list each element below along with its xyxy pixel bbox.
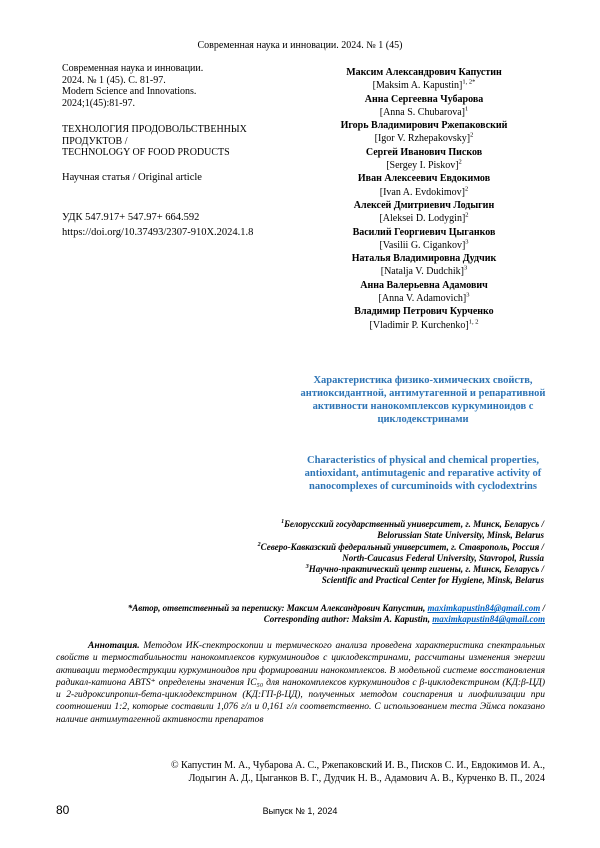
author-affiliation-sup: 1, 2*	[462, 78, 476, 86]
affiliation-number: 3	[305, 564, 309, 571]
correspondence	[56, 603, 545, 626]
journal-info	[62, 63, 203, 109]
author-affiliation-sup: 2	[465, 211, 469, 219]
author-name-en	[318, 79, 530, 92]
affiliations	[124, 519, 544, 587]
affiliation-en: Scientific and Practical Center for Hygiene, Minsk, Belarus	[321, 575, 544, 586]
issue-footer: Выпуск № 1, 2024	[262, 806, 338, 816]
author-latin: [Vasilii G. Cigankov]	[379, 239, 466, 251]
author-name-ru: Владимир Петрович Курченко	[354, 306, 494, 318]
author-latin: [Maksim A. Kapustin]	[372, 80, 463, 92]
author-affiliation-sup: 3	[466, 291, 470, 299]
author-name-en	[318, 292, 530, 305]
author-name-en	[318, 106, 530, 119]
author-name-ru: Анна Сергеевна Чубарова	[364, 93, 484, 105]
journal-info-line: Современная наука и инновации.	[62, 63, 204, 74]
running-header: Современная наука и инновации. 2024. № 1 (45)	[197, 40, 403, 51]
author-name-ru: Игорь Владимирович Ржепаковский	[340, 120, 508, 132]
title-russian: Характеристика физико-химических свойств, антиоксидантной, антимутагенной и репаративной активности нанокомплексов куркуминоидов с циклодекстринами	[300, 375, 546, 425]
journal-info-line: 2024;1(45):81-97.	[62, 97, 136, 109]
affiliation-en: Belorussian State University, Minsk, Belarus	[377, 530, 544, 541]
author-name-ru: Сергей Иванович Писков	[365, 146, 483, 158]
author-affiliation-sup: 2	[465, 185, 469, 193]
author-affiliation-sup: 2	[470, 132, 474, 140]
corr-en: Corresponding author: Maksim A. Kapustin,	[263, 614, 433, 625]
abstract-label: Аннотация.	[88, 641, 140, 651]
author-name-en	[318, 265, 530, 278]
title-english: Characteristics of physical and chemical properties, antioxidant, antimutagenic and reparative activity of nanocomplexes of curcuminoids with cyclodextrins	[304, 455, 542, 492]
doi-link[interactable]: https://doi.org/10.37493/2307-910X.2024.1.8	[62, 227, 254, 238]
section-line: ПРОДУКТОВ /	[62, 135, 128, 147]
affiliation-number: 1	[281, 519, 285, 525]
author-name-en	[318, 186, 530, 199]
author-name-en	[318, 132, 530, 145]
journal-info-line: Modern Science and Innovations.	[62, 86, 197, 97]
author-name-ru: Алексей Дмитриевич Лодыгин	[353, 199, 495, 211]
author-affiliation-sup: 1	[465, 105, 469, 113]
author-latin: [Ivan A. Evdokimov]	[379, 186, 465, 198]
author-list	[318, 66, 530, 332]
corr-ru: *Автор, ответственный за переписку: Максим Александрович Капустин,	[127, 603, 428, 613]
author-affiliation-sup: 1, 2	[468, 318, 479, 326]
abstract-text: Методом ИК-спектроскопии и термического анализа проведена характеристика спектральных свойств и термостабильности нанокомплексов куркуминоидов с циклодекстринами, рассчитаны изменения энергии активации термодеструкции куркуминоидов при формировании нанокомплексов. В модельной системе восстановления радикал-катиона ABTS⁺ определены значения IC₅₀ для нанокомплексов куркуминоидов с β-циклодекстрином (КД:β-ЦД) и 2-гидроксипропил-бета-циклодекстрином (КД:ГП-β-ЦД), полученных методом соиспарения и лиофилизации при соотношении 1:2, которые составили 1,076 г/л и 0,161 г/л соответственно. С использованием теста Эймса показано наличие антимутагенной активности препаратов	[56, 641, 545, 725]
copyright-line: © Капустин М. А., Чубарова А. С., Ржепаковский И. В., Писков С. И., Евдокимов И. А.,	[170, 760, 545, 771]
affiliation-ru	[124, 564, 544, 575]
author-name-ru: Иван Алексеевич Евдокимов	[357, 173, 491, 185]
author-latin: [Sergey I. Piskov]	[386, 160, 459, 172]
copyright-line: Лодыгин А. Д., Цыганков В. Г., Дудчик Н. В., Адамович А. В., Курченко В. П., 2024	[188, 773, 545, 784]
author-name-en	[318, 239, 530, 252]
section-heading	[62, 124, 247, 159]
email-link[interactable]: maximkapustin84@gmail.com	[432, 614, 545, 625]
copyright	[120, 759, 545, 785]
author-latin: [Natalja V. Dudchik]	[380, 266, 464, 278]
author-name-ru: Наталья Владимировна Дудчик	[351, 253, 497, 265]
article-type: Научная статья / Original article	[62, 172, 202, 183]
affiliation-ru-text: Белорусский государственный университет, г. Минск, Беларусь /	[284, 519, 544, 529]
udc: УДК 547.917+ 547.97+ 664.592	[62, 212, 200, 223]
author-latin: [Vladimir P. Kurchenko]	[369, 319, 469, 331]
section-line: ТЕХНОЛОГИЯ ПРОДОВОЛЬСТВЕННЫХ	[62, 124, 247, 135]
corr-slash: /	[540, 603, 545, 613]
affiliation-ru	[124, 519, 544, 530]
section-line: TECHNOLOGY OF FOOD PRODUCTS	[62, 147, 230, 158]
author-affiliation-sup: 3	[465, 238, 469, 246]
author-latin: [Anna S. Chubarova]	[379, 106, 465, 118]
affiliation-number: 2	[257, 541, 261, 548]
affiliation-ru	[124, 542, 544, 553]
author-latin: [Igor V. Rzhepakovsky]	[374, 133, 471, 145]
author-affiliation-sup: 3	[463, 265, 468, 273]
author-name-en	[318, 319, 530, 332]
author-name-ru: Анна Валерьевна Адамович	[360, 279, 488, 291]
journal-info-line: 2024. № 1 (45). С. 81-97.	[62, 74, 166, 86]
email-link[interactable]: maximkapustin84@gmail.com	[427, 603, 541, 613]
author-affiliation-sup: 2	[458, 158, 462, 166]
affiliation-en: North-Caucasus Federal University, Stavropol, Russia	[342, 552, 544, 563]
abstract	[56, 640, 545, 726]
author-name-ru: Максим Александрович Капустин	[346, 67, 502, 78]
author-latin: [Aleksei D. Lodygin]	[379, 213, 466, 225]
affiliation-ru-text: Научно-практический центр гигиены, г. Минск, Беларусь /	[308, 564, 544, 575]
affiliation-ru-text: Северо-Кавказский федеральный университет, г. Ставрополь, Россия /	[260, 541, 544, 552]
page-number: 80	[56, 803, 70, 817]
author-name-ru: Василий Георгиевич Цыганков	[352, 226, 496, 238]
author-latin: [Anna V. Adamovich]	[378, 293, 467, 305]
author-name-en	[318, 159, 530, 172]
author-name-en	[318, 212, 530, 225]
